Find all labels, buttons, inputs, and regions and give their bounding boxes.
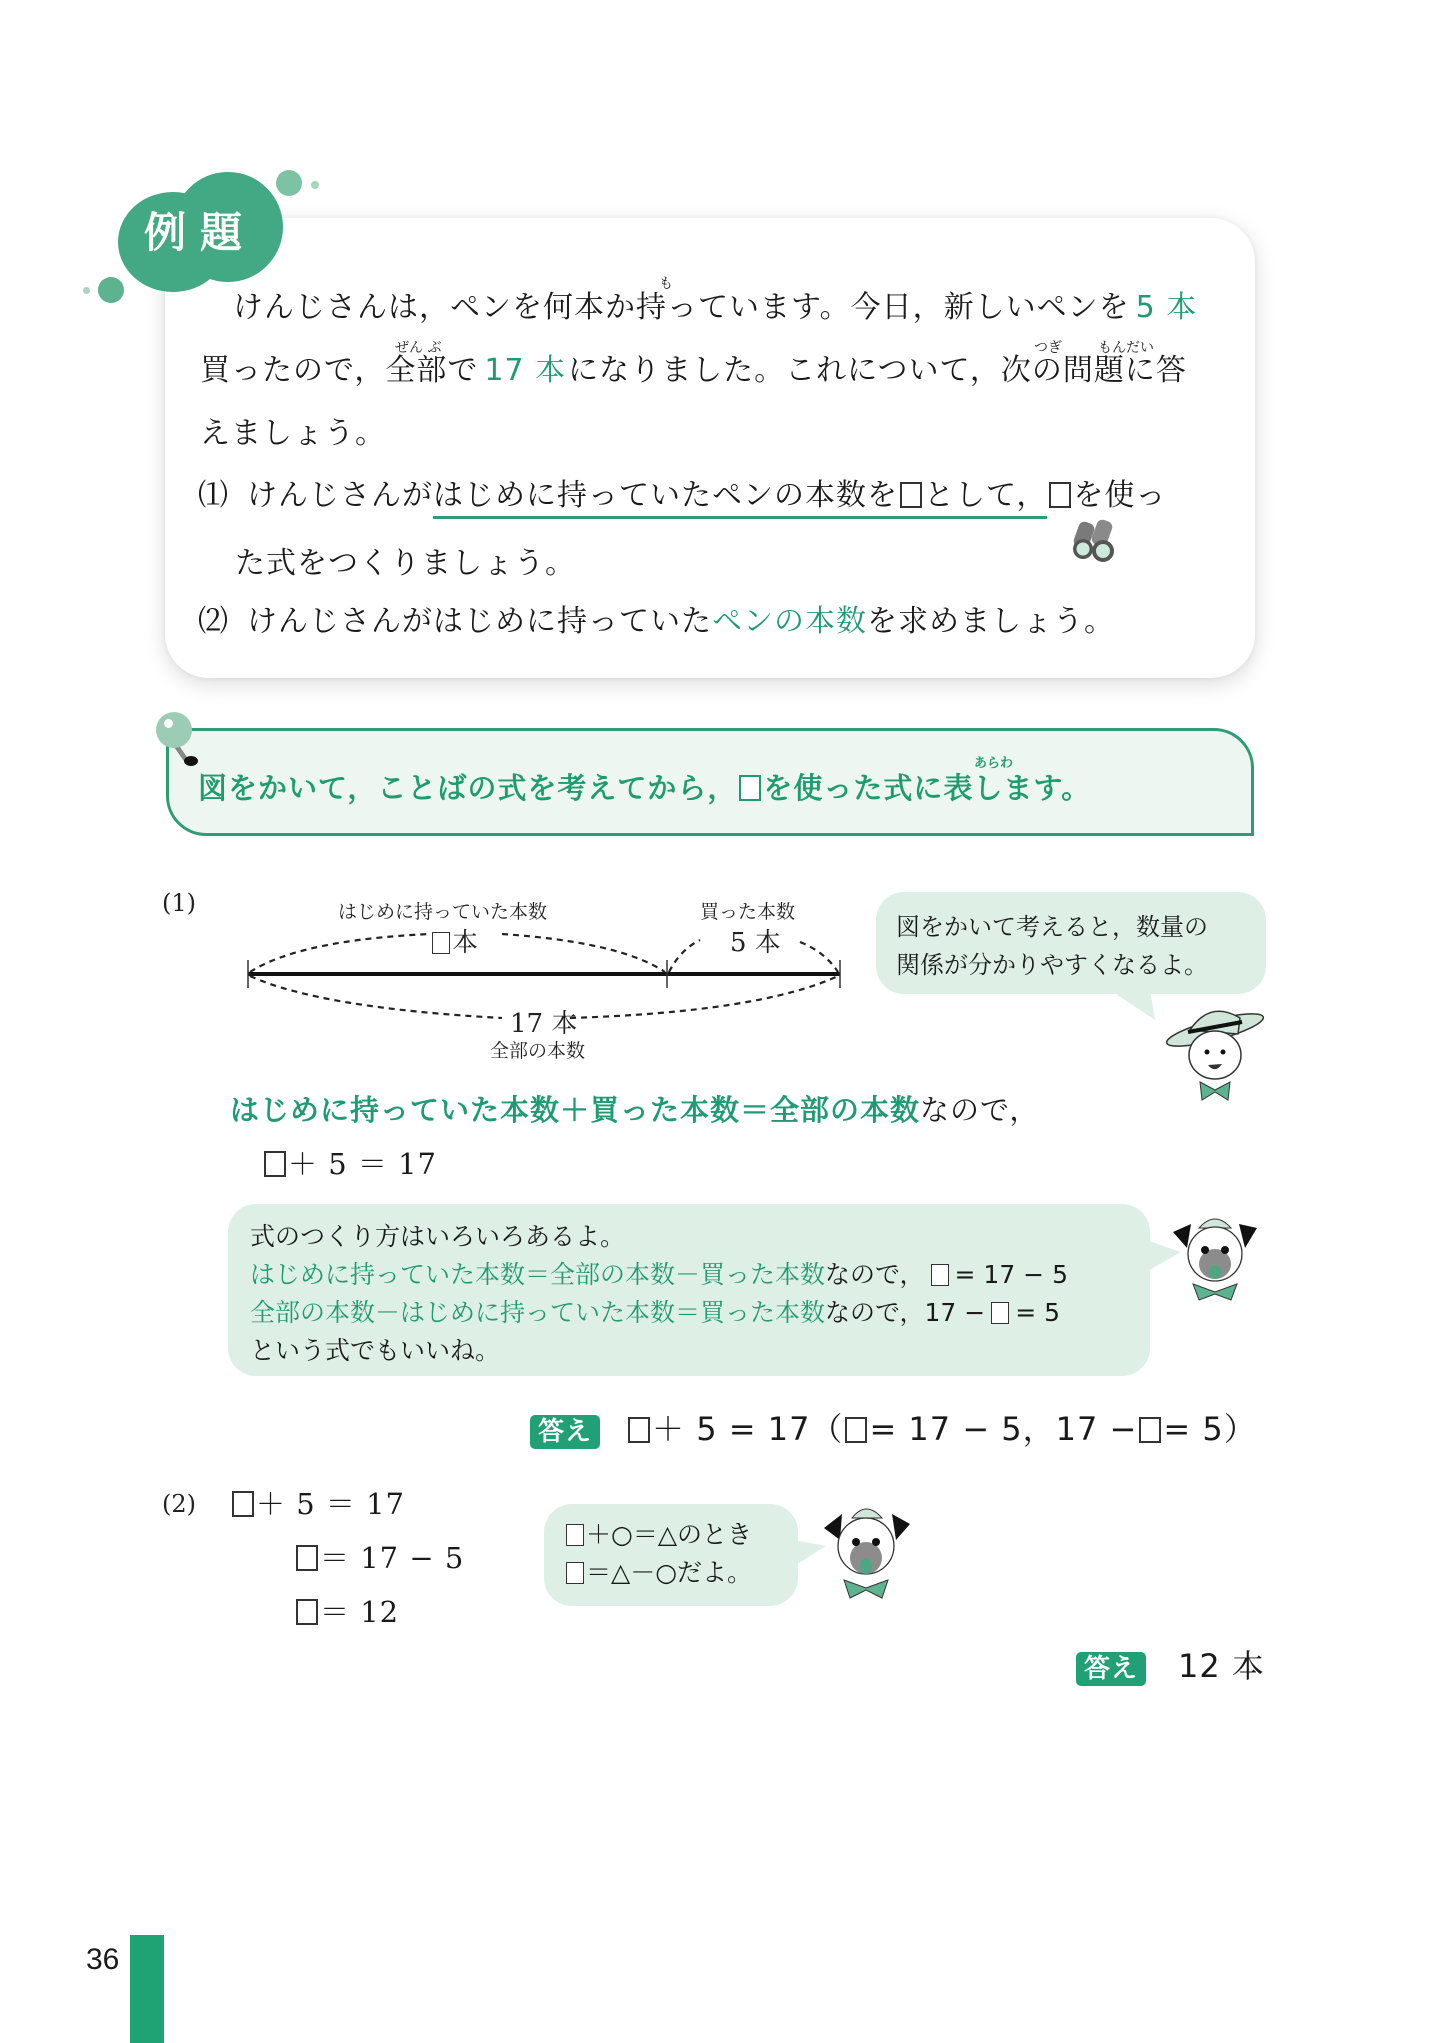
- box-symbol: [566, 1562, 584, 1584]
- ruby-mo: も: [659, 276, 673, 292]
- dog-character-icon: [1165, 1212, 1265, 1302]
- text: けんじさんは，ペンを何本か持っています。今日，新しいペンを: [233, 290, 1130, 325]
- box-symbol: [900, 482, 922, 508]
- text: 全部の本数－はじめに持っていた本数＝買った本数: [250, 1298, 826, 1327]
- part2-eq1: [230, 1487, 406, 1521]
- underlined-phrase: [433, 478, 1047, 519]
- highlight-5pen: 5 本: [1135, 290, 1198, 325]
- text: = 5: [1015, 1298, 1061, 1327]
- bubble-boy-text: [896, 908, 1208, 984]
- text: を求めましょう。: [867, 604, 1115, 639]
- decor-dot: [311, 181, 319, 189]
- diagram-caption-total: 全部の本数: [490, 1040, 586, 1062]
- answer-tag: 答え: [1076, 1652, 1146, 1686]
- word-formula: [230, 1093, 1040, 1127]
- pin-head-icon: [156, 712, 192, 748]
- part1-number: (1): [162, 889, 196, 917]
- diagram-value-bought: 5 本: [730, 928, 781, 958]
- question-number: ⑵: [198, 604, 229, 639]
- text: という式でもいいね。: [250, 1336, 501, 1365]
- question-number: ⑴: [198, 478, 229, 513]
- word-formula-green: はじめに持っていた本数＋買った本数＝全部の本数: [230, 1093, 921, 1127]
- text: ＝△－○だよ。: [586, 1558, 753, 1587]
- text: 図をかいて考えると，数量の: [896, 913, 1208, 941]
- box-symbol: [232, 1491, 254, 1517]
- text: ＋○＝△のとき: [586, 1520, 753, 1549]
- box-symbol: [739, 775, 761, 801]
- text: た式をつくりましょう。: [235, 546, 576, 581]
- text: けんじさんが: [247, 478, 433, 513]
- ruby-arawa: あらわ: [974, 756, 1014, 771]
- diagram-caption-bought: 買った本数: [700, 901, 796, 923]
- part2-number: (2): [162, 1490, 196, 1518]
- example-badge: [118, 172, 290, 284]
- text: として，: [924, 478, 1048, 513]
- page-number: 36: [86, 1943, 120, 1976]
- bubble-dog-text: [250, 1218, 1068, 1370]
- dog-character-icon: [818, 1500, 914, 1600]
- text: [564, 1554, 752, 1592]
- text: を使った式に表します。: [763, 771, 1092, 805]
- box-symbol: [296, 1599, 318, 1625]
- alt-formula-2: [250, 1294, 1068, 1332]
- boy-character-icon: [1160, 1000, 1270, 1105]
- ruby-mondai: もんだい: [1098, 340, 1154, 356]
- text: ＝ 17 − 5: [320, 1541, 465, 1575]
- highlight-pen-count: ペンの本数: [712, 604, 867, 639]
- diagram-value-total: 17 本: [510, 1009, 578, 1039]
- question-2: [198, 604, 1115, 639]
- bubble-tail: [1110, 990, 1160, 1030]
- pin-hole: [184, 756, 198, 766]
- question-1: [198, 478, 1167, 513]
- example-line-3: [200, 416, 386, 451]
- text: けんじさんがはじめに持っていた: [247, 604, 712, 639]
- decor-dot: [83, 287, 90, 294]
- text: 本: [452, 928, 479, 958]
- page-marker-bar: [130, 1935, 164, 2043]
- text: はじめに持っていたペンの本数を: [433, 478, 898, 513]
- text: ＋ 5 ＝ 17: [256, 1487, 406, 1521]
- text: なので，: [825, 1260, 925, 1289]
- box-symbol: [296, 1545, 318, 1571]
- example-badge-label: 例題: [144, 208, 257, 257]
- text: はじめに持っていた本数＝全部の本数－買った本数: [250, 1260, 826, 1289]
- binoculars-icon: [1070, 518, 1120, 564]
- box-symbol: [1139, 1417, 1161, 1443]
- text: [564, 1516, 752, 1554]
- hint-text: [198, 771, 1092, 805]
- text: 図をかいて，ことばの式を考えてから，: [198, 771, 738, 805]
- answer-value: 12 本: [1178, 1647, 1265, 1685]
- box-symbol: [1049, 482, 1071, 508]
- ruby-tsugi: つぎ: [1034, 340, 1062, 356]
- example-line-1: [233, 290, 1198, 325]
- text: = 17 − 5: [954, 1260, 1068, 1289]
- ruby-zenbu: ぜん ぶ: [395, 340, 442, 356]
- diagram-caption-initial: はじめに持っていた本数: [338, 901, 548, 923]
- text: 関係が分かりやすくなるよ。: [896, 951, 1208, 979]
- box-symbol: [991, 1302, 1009, 1324]
- text: えましょう。: [200, 416, 386, 451]
- example-line-2: [200, 353, 1187, 388]
- box-symbol: [845, 1417, 867, 1443]
- question-1-line-2: [235, 546, 576, 581]
- part2-eq3: [294, 1595, 400, 1629]
- text: = 5）: [1163, 1410, 1257, 1448]
- text: になりました。これについて，次の問題に答: [568, 353, 1187, 388]
- text: 式のつくり方はいろいろあるよ。: [250, 1222, 626, 1251]
- text: ＋ 5 ＝ 17: [288, 1147, 438, 1181]
- text: = 17 − 5，17 −: [869, 1410, 1138, 1448]
- alt-formula-1: [250, 1256, 1068, 1294]
- equation-1: [262, 1147, 438, 1181]
- text: ＋ 5 = 17（: [652, 1410, 844, 1448]
- text: なので，: [920, 1093, 1040, 1127]
- bubble-dog-2-text: [564, 1516, 752, 1592]
- answer-2: [1076, 1647, 1265, 1686]
- text: なので，17 −: [825, 1298, 986, 1327]
- part2-eq2: [294, 1541, 465, 1575]
- box-symbol: [566, 1524, 584, 1546]
- answer-1: [530, 1410, 1257, 1449]
- box-symbol: [931, 1264, 949, 1286]
- text: ＝ 12: [320, 1595, 400, 1629]
- text: 買ったので，全部で: [200, 353, 479, 388]
- box-symbol: [264, 1151, 286, 1177]
- box-symbol: [628, 1417, 650, 1443]
- answer-tag: 答え: [530, 1415, 600, 1449]
- text: を使っ: [1073, 478, 1167, 513]
- highlight-17pen: 17 本: [484, 353, 567, 388]
